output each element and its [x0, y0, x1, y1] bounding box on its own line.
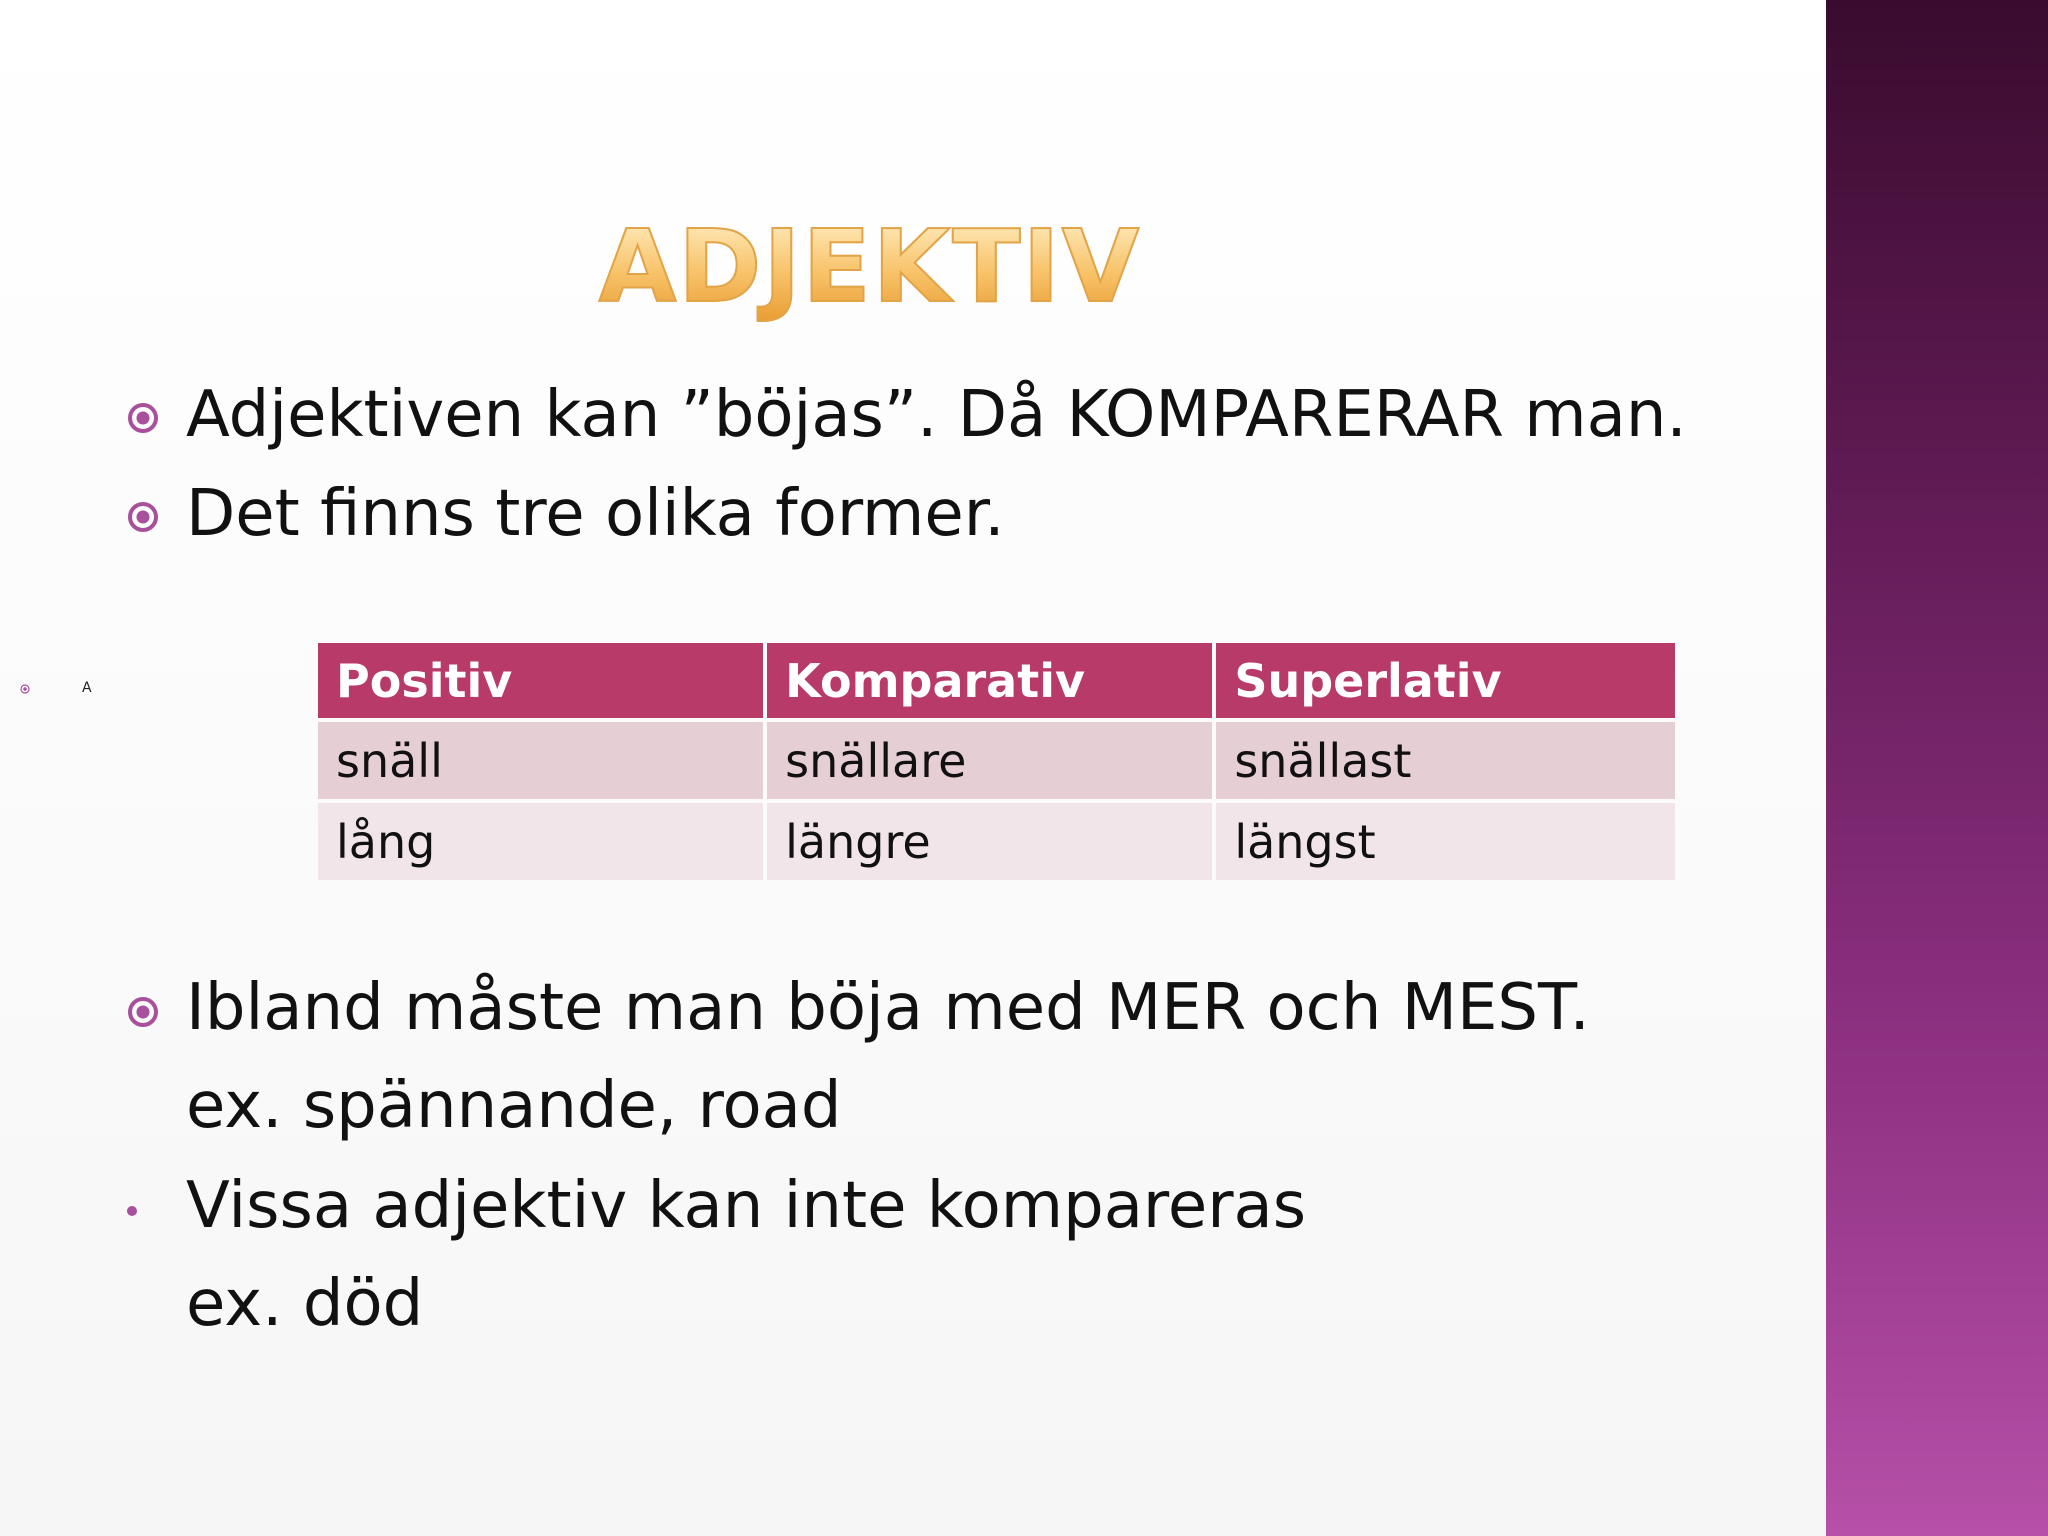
- table-cell: snällast: [1216, 722, 1675, 799]
- table-header-row: [318, 643, 1675, 718]
- table-cell: lång: [318, 803, 763, 880]
- comparison-table: [314, 639, 1679, 884]
- table-cell: snällare: [767, 722, 1212, 799]
- bullet-text: Ibland måste man böja med MER och MEST.: [186, 971, 1590, 1045]
- circled-dot-icon: [127, 402, 159, 434]
- table-row: [318, 722, 1675, 799]
- bullet-text: Adjektiven kan ”böjas”. Då KOMPARERAR man.: [186, 378, 1687, 452]
- table-header-cell: Superlativ: [1216, 643, 1675, 718]
- circled-dot-icon: [127, 501, 159, 533]
- bullet-subtext: ex. spännande, road: [186, 1069, 842, 1143]
- bullet-text: Det finns tre olika former.: [186, 477, 1005, 551]
- slide-title: ADJEKTIV: [0, 208, 1740, 325]
- table-row: [318, 803, 1675, 880]
- table-cell: snäll: [318, 722, 763, 799]
- table-cell: längst: [1216, 803, 1675, 880]
- bullet-text: Vissa adjektiv kan inte kompareras: [186, 1169, 1307, 1243]
- table-header-cell: Positiv: [318, 643, 763, 718]
- mini-label: A: [82, 680, 92, 696]
- circled-dot-icon: [127, 996, 159, 1028]
- table-cell: längre: [767, 803, 1212, 880]
- mini-bullet-icon: [20, 684, 30, 694]
- bullet-dot-icon: [127, 1206, 137, 1216]
- table-header-cell: Komparativ: [767, 643, 1212, 718]
- decorative-side-bar: [1826, 0, 2048, 1536]
- bullet-subtext: ex. död: [186, 1267, 424, 1341]
